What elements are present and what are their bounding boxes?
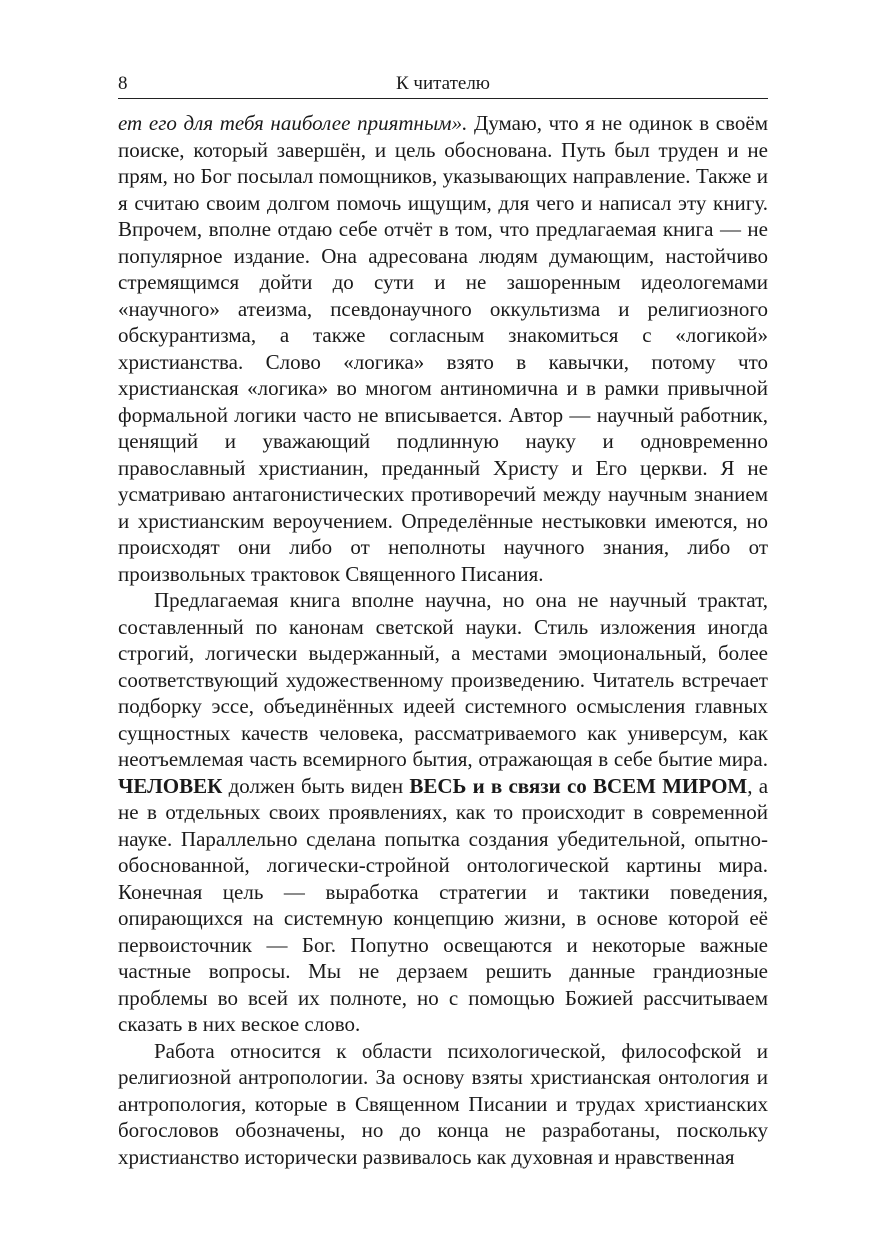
page-number: 8	[118, 73, 128, 94]
paragraph-3-text: Работа относится к области психологической, философской и религиозной антропологии. За основу взяты христианская онтология и антропология, которые в Священном Писании и трудах христианских богословов обозначены, но до конца не разработаны, поскольку христианство исторически развивалось как духовная и нравственная	[118, 1038, 768, 1169]
bold-emphasis-ves-mir: ВЕСЬ и в связи со ВСЕМ МИРОМ	[409, 773, 748, 798]
running-head	[118, 72, 768, 99]
italic-quote-ending: ет его для тебя наиболее приятным».	[118, 111, 468, 135]
paragraph-2	[118, 587, 768, 1038]
paragraph-2-text-c: , а не в отдельных своих проявлениях, как то происходит в современной науке. Параллельно сделана попытка создания убедительной, опытно-обоснованной, логически-стройной онтологической картины мира. Конечная цель — выработка стратегии и тактики поведения, опирающихся на системную концепцию жизни, в основе которой её первоисточник — Бог. Попутно освещаются и некоторые важные частные вопросы. Мы не дерзаем решить данные грандиозные проблемы во всей их полноте, но с помощью Божией рассчитываем сказать в них веское слово.	[118, 773, 769, 1036]
running-title: К читателю	[395, 73, 491, 94]
paragraph-2-text-a: Предлагаемая книга вполне научна, но она не научный трактат, составленный по канонам светской науки. Стиль изложения иногда строгий, логически выдержанный, а местами эмоциональный, более соответствующий художественному произведению. Читатель встречает подборку эссе, объединённых идеей системного осмысления главных сущностных качеств человека, рассматриваемого как универсум, как неотъемлемая часть всемирного бытия, отражающая в себе бытие мира.	[118, 588, 768, 771]
paragraph-3	[118, 1038, 768, 1171]
paragraph-2-text-b: должен быть виден	[222, 773, 410, 798]
body-text	[118, 110, 768, 1170]
paragraph-1	[118, 110, 768, 587]
bold-emphasis-chelovek: ЧЕЛОВЕК	[118, 773, 223, 798]
paragraph-1-text: Думаю, что я не одинок в своём поиске, который завершён, и цель обоснована. Путь был труден и не прям, но Бог посылал помощников, указывающих направление. Также и я считаю своим долгом помочь ищущим, для чего и написал эту книгу. Впрочем, вполне отдаю себе отчёт в том, что предлагаемая книга — не популярное издание. Она адресована людям думающим, настойчиво стремящимся дойти до сути и не зашоренным идеологемами «научного» атеизма, псевдонаучного оккультизма и религиозного обскурантизма, а также согласным знакомиться с «логикой» христианства. Слово «логика» взято в кавычки, потому что христианская «логика» во многом антиномична и в рамки привычной формальной логики часто не вписывается. Автор — научный работник, ценящий и уважающий подлинную науку и одновременно православный христианин, преданный Христу и Его церкви. Я не усматриваю антагонистических противоречий между научным знанием и христианским вероучением. Определённые нестыковки имеются, но происходят они либо от неполноты научного знания, либо от произвольных трактовок Священного Писания.	[118, 111, 768, 586]
